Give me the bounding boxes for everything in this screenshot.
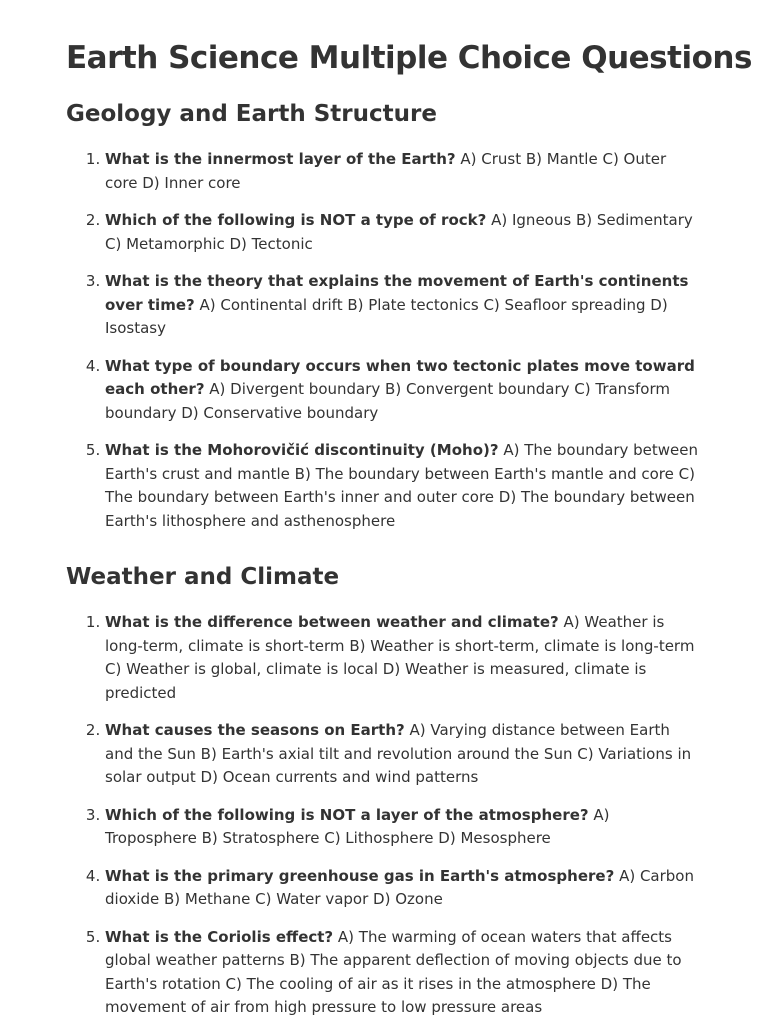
- question-item: [105, 209, 702, 256]
- question-text: Which of the following is NOT a type of rock?: [105, 211, 487, 229]
- question-text: What is the Coriolis effect?: [105, 927, 334, 946]
- question-text: Which of the following is NOT a layer of the atmosphere?: [105, 805, 589, 824]
- question-text: What type of boundary occurs when two tectonic plates move toward each other?: [105, 356, 695, 398]
- question-item: [105, 148, 702, 195]
- question-text: What is the innermost layer of the Earth?: [105, 150, 456, 168]
- question-item: [105, 439, 702, 533]
- answer-options: A) The warming of ocean waters that affects global weather patterns B) The apparent deflection of moving objects due to Earth's rotation C) The cooling of air as it rises in the atmosphere D) The movement of air from high pressure to low pressure areas: [105, 927, 682, 1016]
- question-text: What is the primary greenhouse gas in Earth's atmosphere?: [105, 866, 615, 885]
- question-text: What is the difference between weather and climate?: [105, 613, 559, 631]
- answer-options: A) Igneous B) Sedimentary C) Metamorphic D) Tectonic: [105, 211, 693, 253]
- answer-options: A) Crust B) Mantle C) Outer core D) Inner core: [105, 150, 667, 192]
- question-text: What is the Mohorovičić discontinuity (Moho)?: [105, 441, 499, 459]
- section-heading-weather: Weather and Climate: [66, 564, 340, 590]
- question-item: [105, 270, 702, 341]
- question-list-geology: [66, 148, 702, 533]
- answer-options: A) Weather is long-term, climate is short-term B) Weather is short-term, climate is long-term C) Weather is global, climate is local D) Weather is measured, climate is predicted: [105, 613, 695, 702]
- answer-options: A) Varying distance between Earth and the Sun B) Earth's axial tilt and revolution around the Sun C) Variations in solar output D) Ocean currents and wind patterns: [105, 721, 692, 786]
- question-item: [105, 611, 702, 705]
- answer-options: A) The boundary between Earth's crust and mantle B) The boundary between Earth's mantle and core C) The boundary between Earth's inner and outer core D) The boundary between Earth's lithosphere and asthenosphere: [105, 441, 698, 530]
- question-item: [105, 355, 702, 426]
- question-item: [105, 926, 702, 1020]
- answer-options: A) Continental drift B) Plate tectonics C) Seafloor spreading D) Isostasy: [105, 295, 668, 337]
- section-geology: [66, 98, 702, 533]
- answer-options: A) Troposphere B) Stratosphere C) Lithosphere D) Mesosphere: [105, 805, 610, 847]
- section-weather: [66, 561, 702, 1020]
- answer-options: A) Divergent boundary B) Convergent boundary C) Transform boundary D) Conservative boundary: [105, 380, 670, 422]
- section-heading-geology: Geology and Earth Structure: [66, 101, 437, 127]
- page-title: Earth Science Multiple Choice Questions: [66, 40, 752, 76]
- question-text: What causes the seasons on Earth?: [105, 721, 405, 739]
- question-list-weather: [66, 611, 702, 1020]
- question-item: [105, 719, 702, 790]
- question-item: [105, 804, 702, 851]
- question-item: [105, 865, 702, 912]
- question-text: What is the theory that explains the movement of Earth's continents over time?: [105, 272, 689, 314]
- answer-options: A) Carbon dioxide B) Methane C) Water vapor D) Ozone: [105, 866, 694, 908]
